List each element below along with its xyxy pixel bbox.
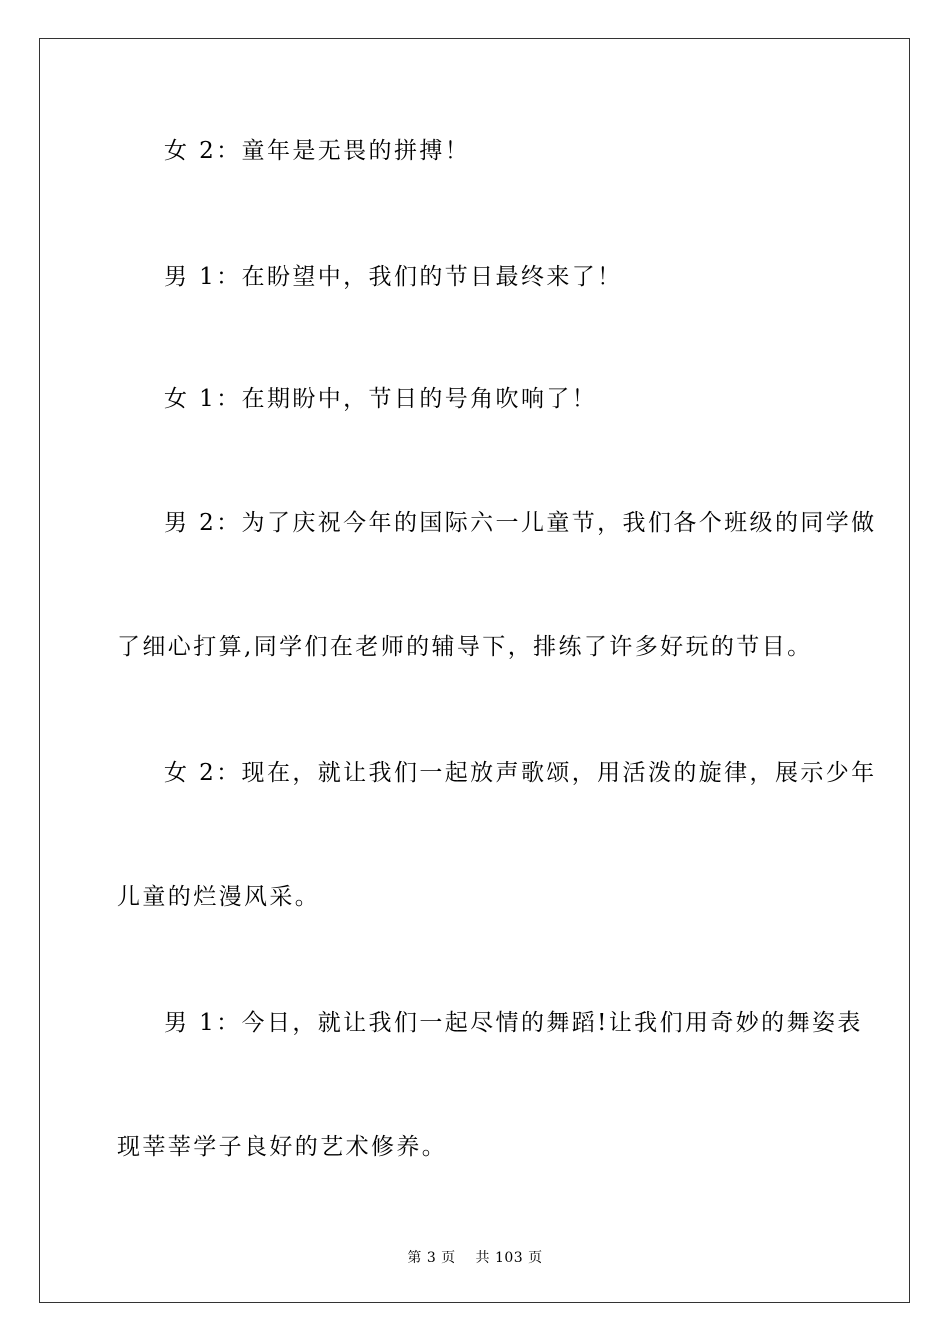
page-frame [39,38,910,1303]
dialogue-line: 女 1：在期盼中，节日的号角吹响了！ [164,386,598,412]
dialogue-line-continuation: 儿童的烂漫风采。 [117,884,321,910]
page-number: 第 3 页 [407,1250,456,1266]
dialogue-line: 男 1：今日，就让我们一起尽情的舞蹈!让我们用奇妙的舞姿表 [164,1010,863,1036]
dialogue-line: 男 1：在盼望中，我们的节日最终来了！ [164,264,623,290]
dialogue-line-continuation: 现莘莘学子良好的艺术修养。 [117,1134,448,1160]
dialogue-line: 女 2：童年是无畏的拼搏！ [164,138,471,164]
page-footer [0,1247,950,1267]
dialogue-line-continuation: 了细心打算,同学们在老师的辅导下，排练了许多好玩的节目。 [117,634,813,660]
dialogue-line: 男 2：为了庆祝今年的国际六一儿童节，我们各个班级的同学做 [164,510,877,536]
page-total: 共 103 页 [475,1250,543,1266]
dialogue-line: 女 2：现在，就让我们一起放声歌颂，用活泼的旋律，展示少年 [164,760,877,786]
